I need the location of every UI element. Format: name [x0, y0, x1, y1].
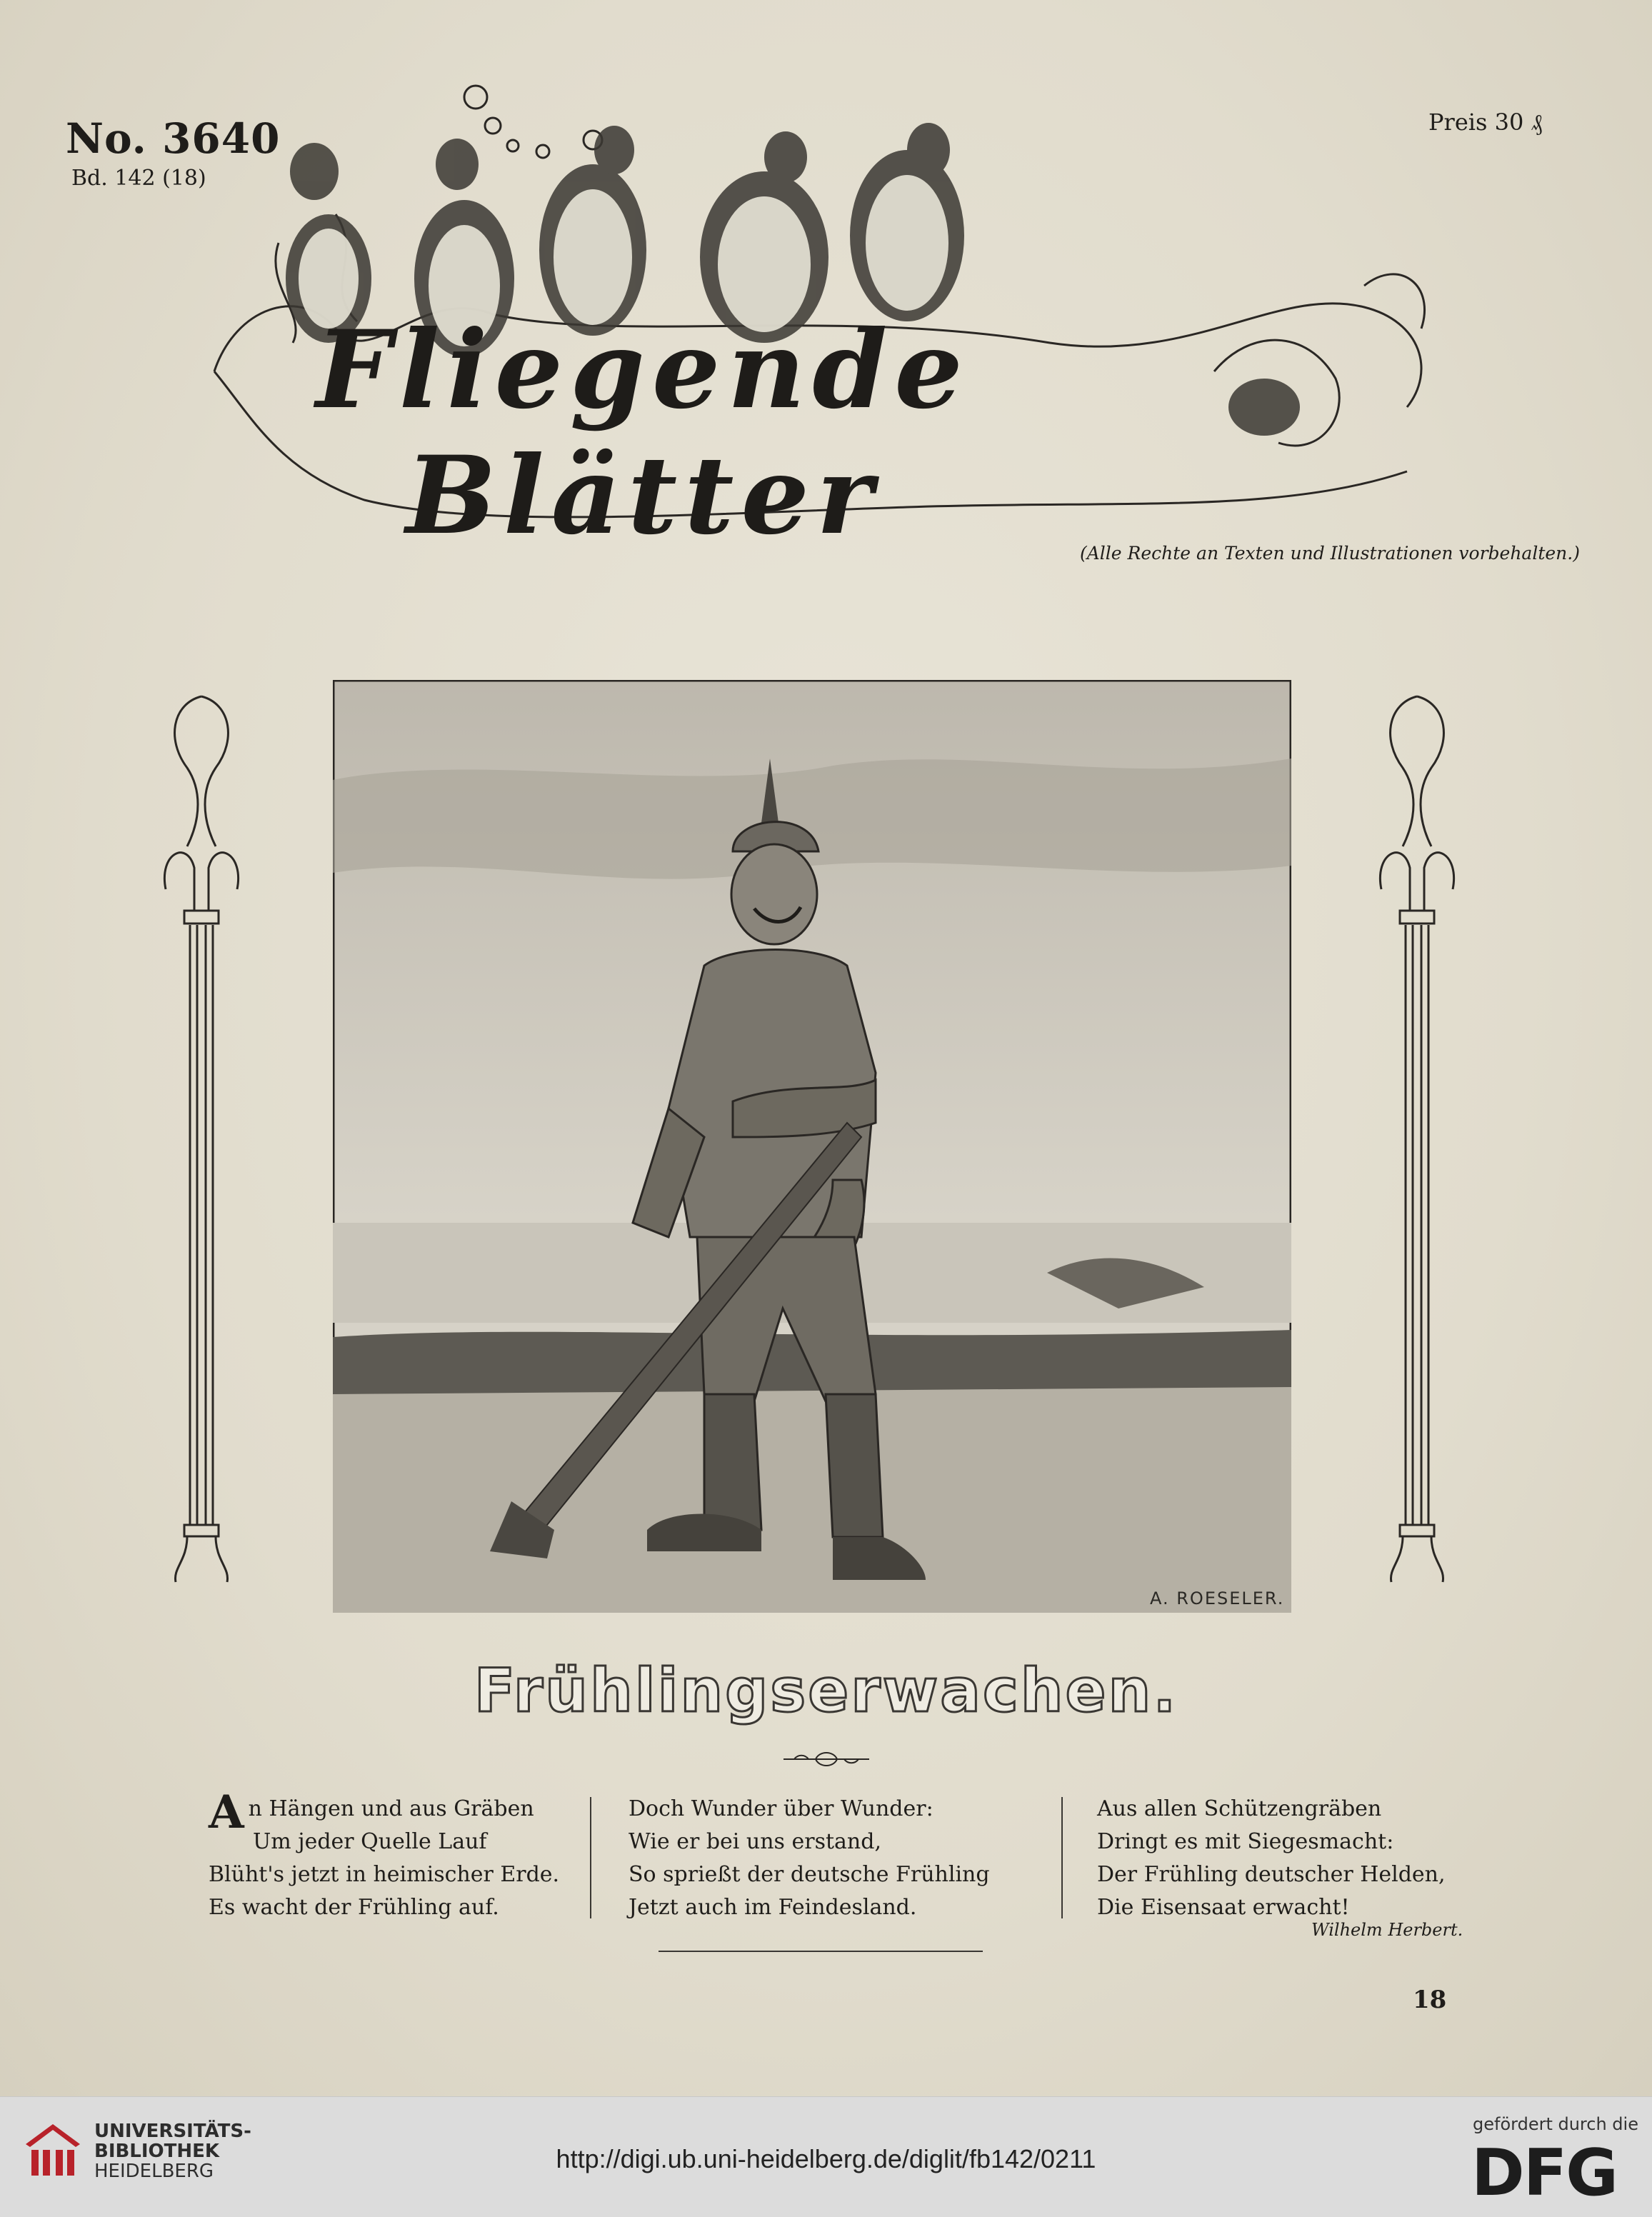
institution-line: UNIVERSITÄTS- — [94, 2121, 251, 2142]
poem-line: Es wacht der Frühling auf. — [209, 1895, 499, 1920]
poem-line: Der Frühling deutscher Helden, — [1097, 1862, 1446, 1887]
poem-line — [209, 1786, 559, 1839]
illustrator-signature: A. ROESELER. — [1150, 1588, 1285, 1608]
soldier-illustration — [333, 680, 1291, 1613]
poem-line: Blüht's jetzt in heimischer Erde. — [209, 1862, 560, 1887]
poem-line: Jetzt auch im Feindesland. — [629, 1895, 917, 1920]
permalink-url[interactable]: http://digi.ub.uni-heidelberg.de/diglit/fb142/0211 — [556, 2144, 1096, 2173]
poem-stanza-3 — [1097, 1793, 1446, 1924]
poem-stanza-2 — [629, 1793, 990, 1924]
drop-cap: A — [209, 1786, 244, 1839]
rights-notice: (Alle Rechte an Texten und Illustrationen vorbehalten.) — [1080, 543, 1580, 564]
divider-ornament — [780, 1748, 873, 1770]
institution-line: HEIDELBERG — [94, 2161, 214, 2182]
price-label: Preis 30 ₰ — [1428, 109, 1543, 136]
poem-line: Doch Wunder über Wunder: — [629, 1796, 933, 1821]
column-rule — [1061, 1797, 1063, 1918]
poem-line-text: n Hängen und aus Gräben — [248, 1796, 534, 1821]
funded-by-label: gefördert durch die — [1473, 2114, 1638, 2134]
volume-number: Bd. 142 (18) — [71, 166, 206, 191]
dfg-logo[interactable]: DFG — [1471, 2136, 1618, 2211]
poem-author: Wilhelm Herbert. — [1311, 1920, 1463, 1940]
poem-stanza-1 — [209, 1786, 560, 1924]
poem-line: Die Eisensaat erwacht! — [1097, 1895, 1350, 1920]
right-column-ornament — [1374, 675, 1460, 1589]
closing-rule — [659, 1951, 983, 1952]
poem-title: Frühlingserwachen. — [474, 1656, 1178, 1726]
poem-line: Um jeder Quelle Lauf — [253, 1829, 487, 1854]
poem-line: Dringt es mit Siegesmacht: — [1097, 1829, 1394, 1854]
column-rule — [590, 1797, 591, 1918]
poem-line: So sprießt der deutsche Frühling — [629, 1862, 990, 1887]
poem-line: Wie er bei uns erstand, — [629, 1829, 881, 1854]
issue-number: No. 3640 — [66, 114, 281, 163]
poem-line: Aus allen Schützengräben — [1097, 1796, 1382, 1821]
masthead-title: Fliegende Blätter — [316, 307, 970, 559]
page-number: 18 — [1413, 1986, 1447, 2014]
institution-line: BIBLIOTHEK — [94, 2141, 220, 2162]
viewer-footer — [0, 2096, 1652, 2217]
left-column-ornament — [159, 675, 244, 1589]
